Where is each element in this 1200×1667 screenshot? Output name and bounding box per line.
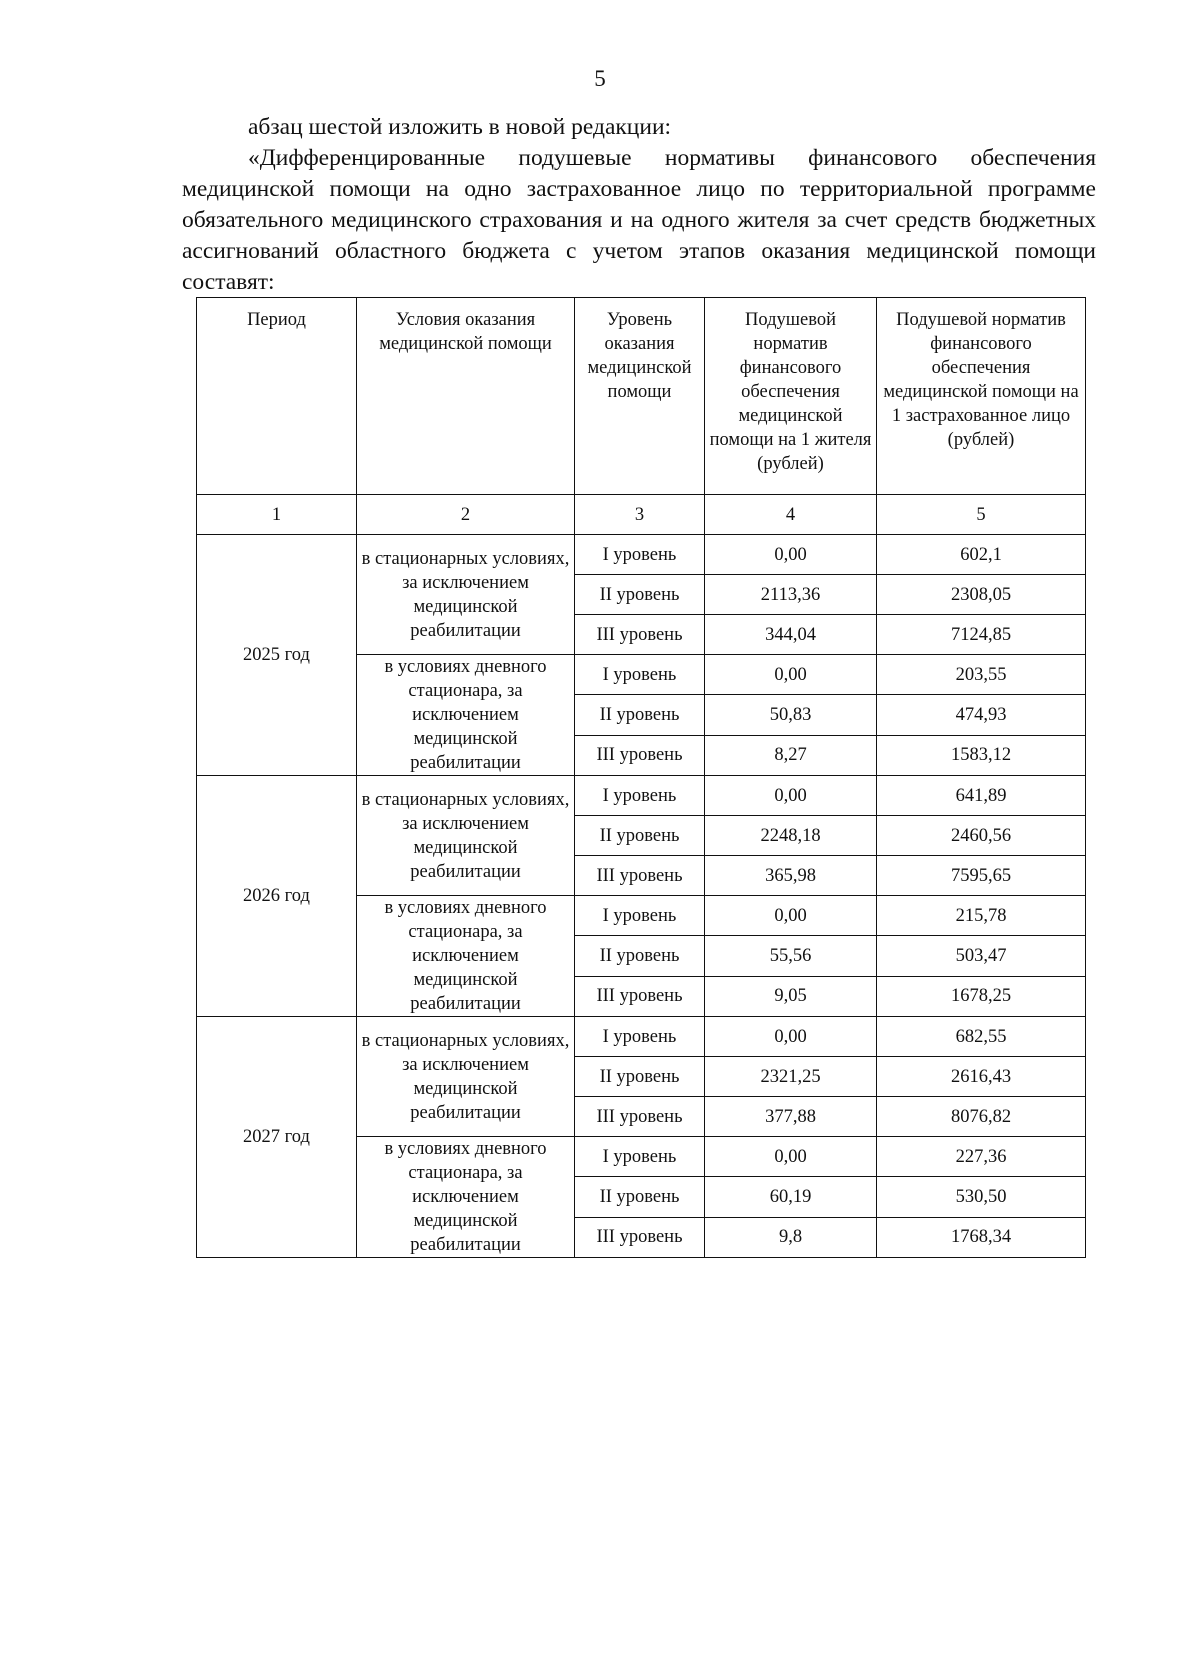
- condition-cell: в стационарных условиях, за исключением медицинской реабилитации: [357, 776, 575, 896]
- condition-cell: в стационарных условиях, за исключением медицинской реабилитации: [357, 535, 575, 655]
- condition-cell: в условиях дневного стационара, за исключением медицинской реабилитации: [357, 655, 575, 776]
- table-row: [197, 535, 1086, 575]
- level-cell: I уровень: [575, 776, 705, 816]
- per-resident-value: 8,27: [705, 735, 877, 775]
- per-resident-value: 0,00: [705, 655, 877, 695]
- level-cell: II уровень: [575, 695, 705, 735]
- per-resident-value: 0,00: [705, 1017, 877, 1057]
- level-cell: I уровень: [575, 1017, 705, 1057]
- period-cell: 2025 год: [197, 535, 357, 776]
- per-insured-value: 530,50: [877, 1177, 1086, 1217]
- header-per-insured: Подушевой норматив финансового обеспечения медицинской помощи на 1 застрахованное лицо (рублей): [877, 298, 1086, 495]
- level-cell: II уровень: [575, 1057, 705, 1097]
- header-per-resident: Подушевой норматив финансового обеспечения медицинской помощи на 1 жителя (рублей): [705, 298, 877, 495]
- per-resident-value: 60,19: [705, 1177, 877, 1217]
- per-insured-value: 8076,82: [877, 1097, 1086, 1137]
- level-cell: III уровень: [575, 615, 705, 655]
- norms-table: [196, 297, 1086, 1258]
- per-resident-value: 9,8: [705, 1217, 877, 1257]
- level-cell: I уровень: [575, 1137, 705, 1177]
- level-cell: I уровень: [575, 655, 705, 695]
- level-cell: III уровень: [575, 976, 705, 1016]
- column-number: 2: [357, 495, 575, 535]
- period-cell: 2027 год: [197, 1017, 357, 1258]
- header-level: Уровень оказания медицинской помощи: [575, 298, 705, 495]
- per-insured-value: 641,89: [877, 776, 1086, 816]
- per-insured-value: 2308,05: [877, 575, 1086, 615]
- per-insured-value: 2460,56: [877, 816, 1086, 856]
- intro-line: абзац шестой изложить в новой редакции:: [248, 114, 672, 140]
- condition-cell: в условиях дневного стационара, за исключением медицинской реабилитации: [357, 1137, 575, 1258]
- condition-cell: в условиях дневного стационара, за исключением медицинской реабилитации: [357, 896, 575, 1017]
- column-number: 4: [705, 495, 877, 535]
- condition-cell: в стационарных условиях, за исключением медицинской реабилитации: [357, 1017, 575, 1137]
- per-insured-value: 203,55: [877, 655, 1086, 695]
- level-cell: II уровень: [575, 575, 705, 615]
- per-resident-value: 344,04: [705, 615, 877, 655]
- per-insured-value: 1768,34: [877, 1217, 1086, 1257]
- per-resident-value: 0,00: [705, 1137, 877, 1177]
- level-cell: III уровень: [575, 1217, 705, 1257]
- column-number: 1: [197, 495, 357, 535]
- per-resident-value: 2321,25: [705, 1057, 877, 1097]
- per-insured-value: 602,1: [877, 535, 1086, 575]
- per-resident-value: 365,98: [705, 856, 877, 896]
- per-insured-value: 1678,25: [877, 976, 1086, 1016]
- per-resident-value: 0,00: [705, 776, 877, 816]
- per-insured-value: 1583,12: [877, 735, 1086, 775]
- per-resident-value: 55,56: [705, 936, 877, 976]
- per-insured-value: 215,78: [877, 896, 1086, 936]
- per-insured-value: 503,47: [877, 936, 1086, 976]
- level-cell: III уровень: [575, 735, 705, 775]
- per-resident-value: 0,00: [705, 896, 877, 936]
- column-number: 5: [877, 495, 1086, 535]
- per-resident-value: 2248,18: [705, 816, 877, 856]
- level-cell: II уровень: [575, 936, 705, 976]
- per-resident-value: 0,00: [705, 535, 877, 575]
- per-resident-value: 9,05: [705, 976, 877, 1016]
- column-number: 3: [575, 495, 705, 535]
- level-cell: II уровень: [575, 1177, 705, 1217]
- per-resident-value: 50,83: [705, 695, 877, 735]
- per-insured-value: 227,36: [877, 1137, 1086, 1177]
- level-cell: II уровень: [575, 816, 705, 856]
- period-cell: 2026 год: [197, 776, 357, 1017]
- page-number: 5: [594, 66, 606, 91]
- level-cell: I уровень: [575, 535, 705, 575]
- per-insured-value: 7595,65: [877, 856, 1086, 896]
- table-row: [197, 776, 1086, 816]
- intro-text: [182, 112, 1096, 298]
- intro-paragraph: «Дифференцированные подушевые нормативы финансового обеспечения медицинской помощи на одно застрахованное лицо по территориальной программе обязательного медицинского страхования и на одного жителя за счет средств бюджетных ассигнований областного бюджета с учетом этапов оказания медицинской помощи составят:: [182, 145, 1096, 295]
- per-resident-value: 2113,36: [705, 575, 877, 615]
- level-cell: III уровень: [575, 856, 705, 896]
- per-insured-value: 2616,43: [877, 1057, 1086, 1097]
- per-insured-value: 682,55: [877, 1017, 1086, 1057]
- per-resident-value: 377,88: [705, 1097, 877, 1137]
- level-cell: III уровень: [575, 1097, 705, 1137]
- header-period: Период: [197, 298, 357, 495]
- level-cell: I уровень: [575, 896, 705, 936]
- table-row: [197, 1017, 1086, 1057]
- column-number-row: [197, 495, 1086, 535]
- header-conditions: Условия оказания медицинской помощи: [357, 298, 575, 495]
- per-insured-value: 7124,85: [877, 615, 1086, 655]
- table-header-row: [197, 298, 1086, 495]
- per-insured-value: 474,93: [877, 695, 1086, 735]
